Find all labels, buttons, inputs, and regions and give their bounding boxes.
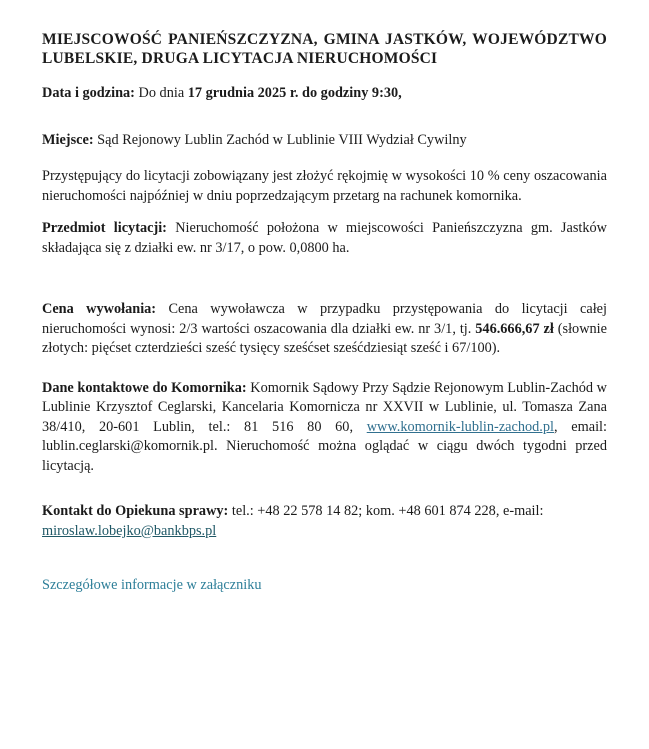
date-value: 17 grudnia 2025 r. do godziny 9:30, [187, 85, 402, 102]
auction-subject-label: Przedmiot licytacji: [42, 220, 167, 237]
case-caretaker-text: tel.: +48 22 578 14 82; kom. +48 601 874 228, e-mail: [228, 503, 544, 520]
opening-price-text-after: (słownie złotych: pięćset czterdzieści sześć tysięcy sześćset sześćdziesiąt sześć i 67/100). [42, 320, 607, 357]
document-title: MIEJSCOWOŚĆ PANIEŃSZCZYZNA, GMINA JASTKÓW, WOJEWÓDZTWO LUBELSKIE, DRUGA LICYTACJA NIERUCHOMOŚCI [42, 31, 607, 67]
bailiff-contact-text-before: Komornik Sądowy Przy Sądzie Rejonowym Lublin-Zachód w Lublinie Krzysztof Ceglarski, Kancelaria Komornicza nr XXVII w Lublinie, ul. Tomasza Zana 38/410, 20-601 Lublin, tel.: 81 516 80 60, [42, 379, 607, 435]
place-label: Miejsce: [42, 131, 94, 148]
date-label: Data i godzina: [42, 85, 135, 102]
case-caretaker-paragraph [42, 502, 607, 541]
attachment-info-link[interactable]: Szczegółowe informacje w załączniku [42, 577, 262, 594]
deposit-text: Przystępujący do licytacji zobowiązany jest złożyć rękojmię w wysokości 10 % ceny oszacowania nieruchomości najpóźniej w dniu poprzedzającym przetarg na rachunek komornika. [42, 168, 607, 204]
bailiff-contact-paragraph [42, 379, 607, 477]
caretaker-email-link[interactable]: miroslaw.lobejko@bankbps.pl [42, 522, 217, 539]
attachment-info-line [42, 576, 607, 596]
opening-price-label: Cena wywołania: [42, 301, 157, 318]
bailiff-contact-label: Dane kontaktowe do Komornika: [42, 379, 247, 396]
bailiff-website-link[interactable]: www.komornik-lublin-zachod.pl [366, 418, 554, 435]
opening-price-paragraph [42, 300, 607, 359]
case-caretaker-label: Kontakt do Opiekuna sprawy: [42, 503, 229, 520]
auction-subject-text: Nieruchomość położona w miejscowości Panieńszczyzna gm. Jastków składająca się z działki ew. nr 3/17, o pow. 0,0800 ha. [42, 220, 607, 256]
auction-subject-paragraph [42, 219, 607, 258]
opening-price-amount: 546.666,67 zł [475, 320, 554, 337]
place-value: Sąd Rejonowy Lublin Zachód w Lublinie VIII Wydział Cywilny [93, 131, 467, 148]
date-time-line [42, 84, 607, 104]
bailiff-contact-text-after: , email: lublin.ceglarski@komornik.pl. Nieruchomość można oglądać w ciągu dwóch tygodni przed licytacją. [42, 418, 607, 474]
place-line [42, 131, 607, 151]
opening-price-text-before: Cena wywoławcza w przypadku przystępowania do licytacji całej nieruchomości wynosi: 2/3 wartości oszacowania dla działki ew. nr 3/1, tj. [42, 301, 607, 337]
deposit-paragraph [42, 167, 607, 206]
date-prefix-text: Do dnia [134, 85, 188, 102]
